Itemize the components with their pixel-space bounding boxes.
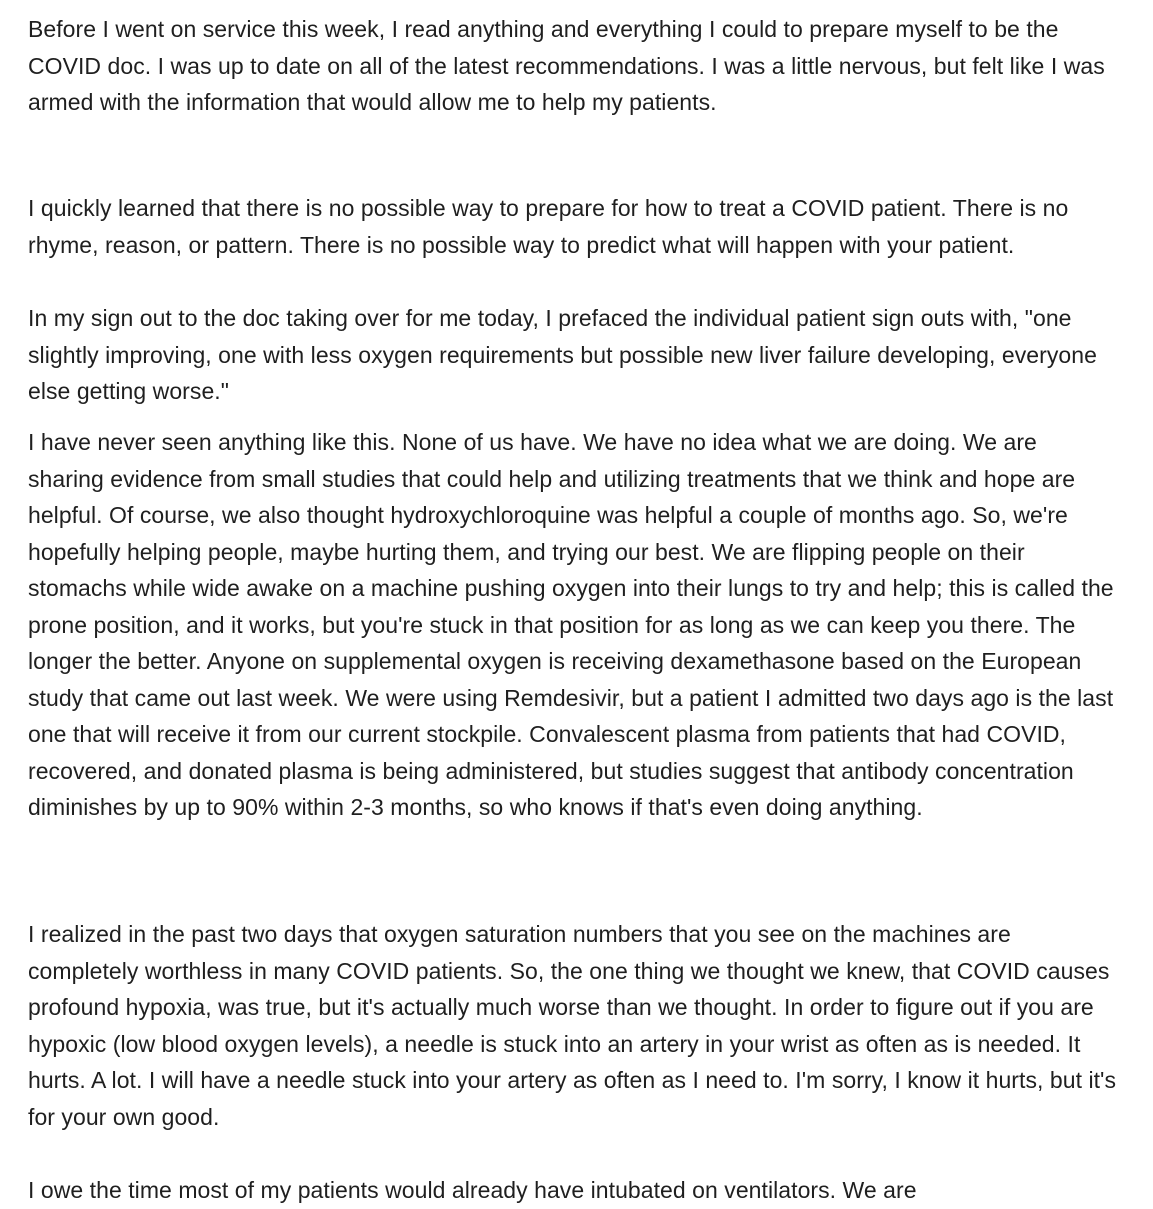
paragraph-treatments: I have never seen anything like this. None of us have. We have no idea what we are doing. We are sharing evidence from small studies that could help and utilizing treatments that we think and hope are helpful. Of course, we also thought hydroxychloroquine was helpful a couple of months ago. So, we're hopefully helping people, maybe hurting them, and trying our best. We are flipping people on their stomachs while wide awake on a machine pushing oxygen into their lungs to try and help; this is called the prone position, and it works, but you're stuck in that position for as long as we can keep you there. The longer the better. Anyone on supplemental oxygen is receiving dexamethasone based on the European study that came out last week. We were using Remdesivir, but a patient I admitted two days ago is the last one that will receive it from our current stockpile. Convalescent plasma from patients that had COVID, recovered, and donated plasma is being administered, but studies suggest that antibody concentration diminishes by up to 90% within 2-3 months, so who knows if that's even doing anything.: [28, 429, 1114, 820]
paragraph-cut-off: I owe the time most of my patients would already have intubated on ventilators. We are: [28, 1177, 917, 1203]
paragraph-sign-out: In my sign out to the doc taking over for me today, I prefaced the individual patient sign outs with, "one slightly improving, one with less oxygen requirements but possible new liver failure developing, everyone else getting worse.": [28, 305, 1097, 404]
paragraph-no-pattern: I quickly learned that there is no possible way to prepare for how to treat a COVID patient. There is no rhyme, reason, or pattern. There is no possible way to predict what will happen with your patient.: [28, 195, 1069, 258]
paragraph-oxygen-saturation: I realized in the past two days that oxygen saturation numbers that you see on the machines are completely worthless in many COVID patients. So, the one thing we thought we knew, that COVID causes profound hypoxia, was true, but it's actually much worse than we thought. In order to figure out if you are hypoxic (low blood oxygen levels), a needle is stuck into an artery in your wrist as often as is needed. It hurts. A lot. I will have a needle stuck into your artery as often as I need to. I'm sorry, I know it hurts, but it's for your own good.: [28, 921, 1117, 1130]
paragraph-preparation: Before I went on service this week, I read anything and everything I could to prepare myself to be the COVID doc. I was up to date on all of the latest recommendations. I was a little nervous, but felt like I was armed with the information that would allow me to help my patients.: [28, 16, 1105, 115]
